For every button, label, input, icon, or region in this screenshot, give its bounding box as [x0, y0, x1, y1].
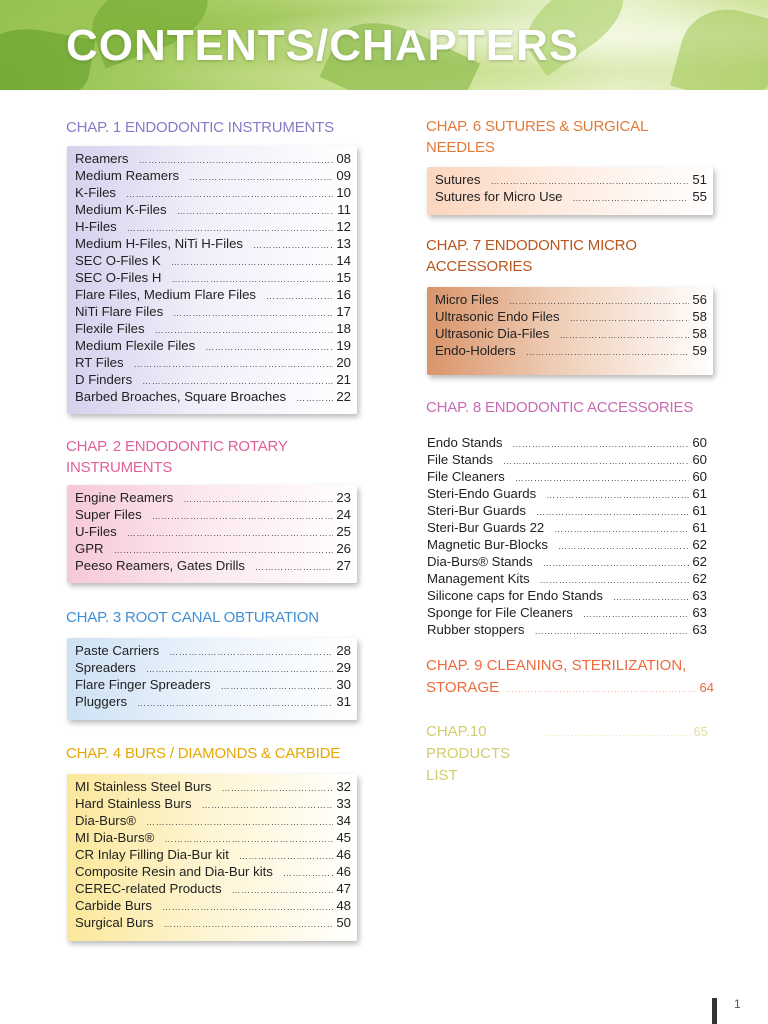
leader-dots — [255, 559, 333, 576]
toc-entry[interactable] — [427, 325, 713, 342]
toc-entry-page: 26 — [336, 541, 351, 556]
toc-entry-label: File Cleaners — [427, 469, 505, 484]
chapter-heading: CHAP. 1 ENDODONTIC INSTRUMENTS — [66, 119, 334, 136]
page-number: 65 — [693, 724, 708, 739]
toc-entry-label: Spreaders — [75, 660, 136, 675]
toc-entry-label: RT Files — [75, 355, 124, 370]
toc-entry[interactable] — [67, 269, 357, 286]
leader-dots — [163, 916, 333, 933]
toc-entry[interactable] — [67, 557, 357, 574]
toc-entry-page: 63 — [692, 588, 707, 603]
page-marker-bar — [712, 998, 717, 1024]
toc-entry-label: Rubber stoppers — [427, 622, 525, 637]
toc-entry[interactable] — [427, 553, 707, 570]
toc-entry[interactable] — [427, 519, 707, 536]
toc-entry-label: Steri-Endo Guards — [427, 486, 537, 501]
chapter-heading-line: CHAP. 6 SUTURES & SURGICAL — [426, 118, 649, 135]
toc-entry[interactable] — [67, 150, 357, 167]
toc-entry-label: Management Kits — [427, 571, 530, 586]
chapter-6-list — [427, 167, 713, 215]
toc-entry-page: 27 — [336, 558, 351, 573]
toc-entry[interactable] — [427, 502, 707, 519]
toc-entry-label: SEC O-Files K — [75, 253, 161, 268]
toc-entry-label: Medium Flexile Files — [75, 338, 196, 353]
toc-entry-page: 23 — [336, 490, 351, 505]
toc-entry-page: 30 — [336, 677, 351, 692]
toc-entry-page: 50 — [336, 915, 351, 930]
toc-entry[interactable] — [67, 184, 357, 201]
toc-entry-page: 33 — [336, 796, 351, 811]
toc-entry-label: U-Files — [75, 524, 117, 539]
toc-entry[interactable] — [427, 342, 713, 359]
toc-entry-page: 61 — [692, 520, 707, 535]
chapter-heading-line: CHAP. 9 CLEANING, STERILIZATION, — [426, 657, 687, 674]
toc-entry-label: Composite Resin and Dia-Bur kits — [75, 864, 273, 879]
toc-entry-page: 16 — [336, 287, 351, 302]
toc-entry-label: GPR — [75, 541, 104, 556]
toc-entry-label: Ultrasonic Endo Files — [435, 309, 560, 324]
chapter-heading-line: NEEDLES — [426, 139, 495, 156]
toc-entry[interactable] — [67, 337, 357, 354]
toc-entry[interactable] — [67, 676, 357, 693]
chapter-1-list — [67, 146, 357, 414]
chapter-heading: CHAP. 8 ENDODONTIC ACCESSORIES — [426, 399, 694, 416]
toc-entry-label: Flare Finger Spreaders — [75, 677, 211, 692]
toc-entry-label: CEREC-related Products — [75, 881, 222, 896]
toc-entry[interactable] — [67, 659, 357, 676]
toc-entry[interactable] — [67, 693, 357, 710]
toc-entry-label: NiTi Flare Files — [75, 304, 164, 319]
toc-entry-page: 61 — [692, 503, 707, 518]
toc-entry[interactable] — [67, 320, 357, 337]
toc-entry-label: Dia-Burs® — [75, 813, 137, 828]
toc-entry-page: 60 — [692, 452, 707, 467]
toc-entry[interactable] — [67, 489, 357, 506]
toc-entry-label: MI Stainless Steel Burs — [75, 779, 212, 794]
toc-entry-page: 62 — [692, 571, 707, 586]
toc-entry[interactable] — [67, 235, 357, 252]
toc-entry-label: Silicone caps for Endo Stands — [427, 588, 603, 603]
toc-entry-page: 19 — [336, 338, 351, 353]
header-banner — [0, 0, 768, 90]
toc-entry-label: SEC O-Files H — [75, 270, 162, 285]
chapter-heading-line: INSTRUMENTS — [66, 459, 173, 476]
leader-dots — [526, 344, 690, 361]
toc-entry[interactable] — [67, 286, 357, 303]
toc-entry-page: 25 — [336, 524, 351, 539]
toc-entry-page: 47 — [336, 881, 351, 896]
toc-entry-page: 10 — [336, 185, 351, 200]
toc-entry-page: 46 — [336, 864, 351, 879]
toc-entry[interactable] — [67, 880, 357, 897]
toc-entry-label: Sponge for File Cleaners — [427, 605, 573, 620]
chapter-4-list — [67, 774, 357, 941]
toc-entry-label: Endo Stands — [427, 435, 503, 450]
toc-entry-page: 62 — [692, 554, 707, 569]
toc-entry-label: CR Inlay Filling Dia-Bur kit — [75, 847, 229, 862]
toc-entry-label: Super Files — [75, 507, 142, 522]
toc-entry[interactable] — [427, 536, 707, 553]
toc-entry-label: Medium Reamers — [75, 168, 180, 183]
chapter-heading-line: ACCESSORIES — [426, 258, 533, 275]
toc-entry-label: Endo-Holders — [435, 343, 516, 358]
toc-entry-page: 24 — [336, 507, 351, 522]
toc-entry-page: 08 — [336, 151, 351, 166]
page-number: 64 — [699, 680, 714, 695]
chapter-heading — [66, 436, 288, 478]
toc-entry-label: Reamers — [75, 151, 129, 166]
toc-entry-page: 51 — [692, 172, 707, 187]
chapter-9-entry — [426, 655, 714, 700]
toc-entry-label: Steri-Bur Guards — [427, 503, 526, 518]
chapter-heading: CHAP. 4 BURS / DIAMONDS & CARBIDE — [66, 745, 341, 762]
toc-entry-label: Magnetic Bur-Blocks — [427, 537, 548, 552]
toc-entry-label: MI Dia-Burs® — [75, 830, 155, 845]
toc-entry[interactable] — [67, 252, 357, 269]
toc-entry-label: Ultrasonic Dia-Files — [435, 326, 550, 341]
toc-entry-page: 55 — [692, 189, 707, 204]
toc-entry-page: 20 — [336, 355, 351, 370]
toc-entry-label: K-Files — [75, 185, 117, 200]
chapter-heading — [426, 116, 648, 158]
chapter-heading-line: CHAP. 7 ENDODONTIC MICRO — [426, 237, 637, 254]
toc-entry-page: 32 — [336, 779, 351, 794]
leader-dots — [296, 390, 333, 407]
toc-entry[interactable] — [67, 863, 357, 880]
toc-entry-label: Flexile Files — [75, 321, 145, 336]
toc-entry[interactable] — [427, 434, 707, 451]
toc-entry-label: Flare Files, Medium Flare Files — [75, 287, 256, 302]
toc-entry[interactable] — [67, 218, 357, 235]
toc-entry-page: 12 — [336, 219, 351, 234]
toc-entry-label: Barbed Broaches, Square Broaches — [75, 389, 287, 404]
toc-entry-label: Carbide Burs — [75, 898, 152, 913]
toc-entry[interactable] — [67, 354, 357, 371]
toc-entry[interactable] — [427, 171, 713, 188]
page-number: 1 — [734, 997, 741, 1011]
toc-entry-page: 58 — [692, 309, 707, 324]
toc-entry-page: 45 — [336, 830, 351, 845]
toc-entry[interactable] — [67, 201, 357, 218]
toc-entry[interactable] — [427, 451, 707, 468]
toc-entry[interactable] — [67, 523, 357, 540]
toc-entry[interactable] — [67, 303, 357, 320]
toc-entry[interactable] — [67, 914, 357, 931]
toc-entry-label: Steri-Bur Guards 22 — [427, 520, 545, 535]
leader-dots — [137, 695, 333, 712]
toc-entry-page: 15 — [336, 270, 351, 285]
toc-entry-page: 60 — [692, 469, 707, 484]
toc-entry-page: 63 — [692, 622, 707, 637]
toc-entry-page: 22 — [336, 389, 351, 404]
toc-entry[interactable] — [427, 621, 707, 638]
toc-entry-page: 61 — [692, 486, 707, 501]
toc-entry-label: Hard Stainless Burs — [75, 796, 192, 811]
toc-entry-page: 17 — [336, 304, 351, 319]
toc-entry-label: Surgical Burs — [75, 915, 154, 930]
chapter-10-entry — [426, 721, 708, 787]
toc-entry-page: 63 — [692, 605, 707, 620]
toc-entry[interactable] — [67, 829, 357, 846]
chapter-3-list — [67, 638, 357, 720]
toc-entry[interactable] — [67, 897, 357, 914]
toc-entry-page: 11 — [337, 202, 351, 217]
toc-entry-label: Engine Reamers — [75, 490, 174, 505]
chapter-heading: CHAP. 3 ROOT CANAL OBTURATION — [66, 609, 319, 626]
toc-entry-page: 28 — [336, 643, 351, 658]
chapter-heading — [426, 235, 637, 277]
toc-entry-page: 56 — [692, 292, 707, 307]
toc-entry[interactable] — [67, 778, 357, 795]
toc-entry-page: 18 — [336, 321, 351, 336]
toc-entry-label: Sutures for Micro Use — [435, 189, 563, 204]
toc-entry[interactable] — [67, 812, 357, 829]
toc-entry-page: 46 — [336, 847, 351, 862]
toc-entry[interactable] — [67, 388, 357, 405]
toc-entry[interactable] — [67, 167, 357, 184]
toc-entry-page: 60 — [692, 435, 707, 450]
toc-entry[interactable] — [427, 587, 707, 604]
chapter-heading-row — [426, 677, 714, 700]
toc-entry-page: 48 — [336, 898, 351, 913]
toc-entry[interactable] — [67, 795, 357, 812]
leader-dots — [535, 623, 690, 640]
toc-entry-page: 62 — [692, 537, 707, 552]
leader-dots — [505, 678, 697, 700]
toc-entry[interactable] — [427, 485, 707, 502]
toc-entry[interactable] — [427, 468, 707, 485]
chapter-heading-line: CHAP. 2 ENDODONTIC ROTARY — [66, 438, 288, 455]
toc-entry-label: Dia-Burs® Stands — [427, 554, 533, 569]
page-title: CONTENTS/CHAPTERS — [66, 21, 580, 70]
toc-entry-page: 34 — [336, 813, 351, 828]
toc-entry-label: Medium H-Files, NiTi H-Files — [75, 236, 244, 251]
toc-entry[interactable] — [67, 371, 357, 388]
chapter-8-list — [427, 434, 707, 638]
toc-entry-page: 14 — [336, 253, 351, 268]
toc-entry-page: 59 — [692, 343, 707, 358]
toc-entry-label: Pluggers — [75, 694, 128, 709]
leader-dots — [573, 190, 690, 207]
chapter-heading-line: STORAGE — [426, 679, 500, 696]
toc-entry-page: 13 — [336, 236, 351, 251]
toc-entry[interactable] — [427, 604, 707, 621]
toc-entry[interactable] — [427, 570, 707, 587]
toc-entry-page: 31 — [336, 694, 351, 709]
toc-entry-label: D Finders — [75, 372, 133, 387]
toc-entry-label: Sutures — [435, 172, 481, 187]
toc-entry[interactable] — [67, 540, 357, 557]
toc-entry-label: Medium K-Files — [75, 202, 167, 217]
toc-entry-label: Peeso Reamers, Gates Drills — [75, 558, 246, 573]
toc-entry[interactable] — [427, 291, 713, 308]
chapter-heading-line: CHAP.10 PRODUCTS LIST — [426, 723, 511, 784]
toc-entry-page: 21 — [336, 372, 351, 387]
toc-entry[interactable] — [427, 308, 713, 325]
toc-entry[interactable] — [427, 188, 713, 205]
chapter-2-list — [67, 485, 357, 583]
chapter-7-list — [427, 287, 713, 375]
toc-entry-label: Micro Files — [435, 292, 499, 307]
chapter-heading-row — [426, 721, 708, 787]
toc-entry-page: 58 — [692, 326, 707, 341]
toc-entry[interactable] — [67, 846, 357, 863]
toc-entry[interactable] — [67, 506, 357, 523]
toc-entry-label: File Stands — [427, 452, 493, 467]
leaf-decoration — [670, 0, 768, 90]
toc-entry-label: Paste Carriers — [75, 643, 160, 658]
leader-dots — [545, 722, 692, 744]
toc-entry-label: H-Files — [75, 219, 117, 234]
toc-entry-page: 09 — [336, 168, 351, 183]
toc-entry[interactable] — [67, 642, 357, 659]
toc-entry-page: 29 — [336, 660, 351, 675]
